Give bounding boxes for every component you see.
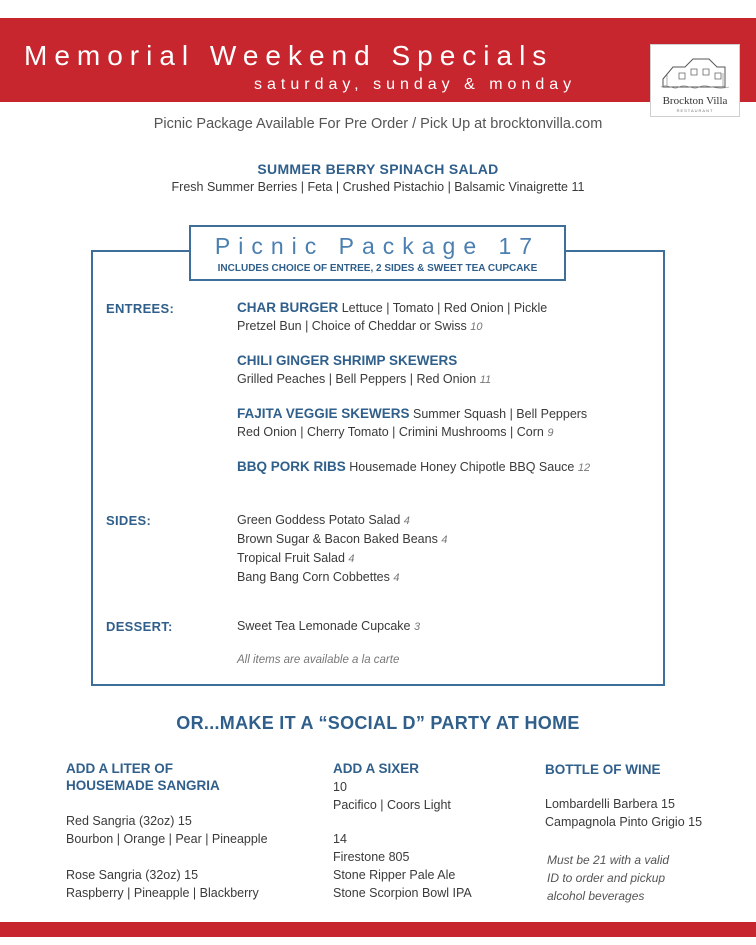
sixer-price: 14 <box>333 832 347 846</box>
sangria-desc: Raspberry | Pineapple | Blackberry <box>66 886 259 900</box>
logo-tagline: RESTAURANT <box>676 108 714 113</box>
entree-item <box>237 458 590 477</box>
sixer-item: Stone Scorpion Bowl IPA <box>333 886 472 900</box>
entree-item <box>237 299 547 336</box>
sangria-item <box>66 866 259 902</box>
header-banner <box>0 18 756 113</box>
sangria-title: ADD A LITER OF HOUSEMADE SANGRIA <box>66 761 220 793</box>
entree-price: 11 <box>479 374 492 386</box>
sangria-item <box>66 812 268 848</box>
dessert-price: 3 <box>413 621 421 633</box>
salad-description: Fresh Summer Berries | Feta | Crushed Pistachio | Balsamic Vinaigrette 11 <box>171 180 585 194</box>
footer-bar <box>0 922 756 937</box>
entree-name: CHAR BURGER <box>237 300 339 315</box>
entree-name: FAJITA VEGGIE SKEWERS <box>237 406 410 421</box>
entree-desc-line2: Grilled Peaches | Bell Peppers | Red Onion <box>237 372 477 386</box>
wine-item: Campagnola Pinto Grigio 15 <box>545 815 703 829</box>
entree-desc-line2: Pretzel Bun | Choice of Cheddar or Swiss <box>237 319 467 333</box>
side-item: Green Goddess Potato Salad 4 <box>237 513 410 527</box>
sides-label: SIDES: <box>106 513 152 528</box>
wine-title: BOTTLE OF WINE <box>545 762 661 777</box>
entree-price: 12 <box>577 462 591 474</box>
picnic-package-subtitle: INCLUDES CHOICE OF ENTREE, 2 SIDES & SWEET TEA CUPCAKE <box>217 263 538 274</box>
sangria-name: Rose Sangria (32oz) 15 <box>66 868 199 882</box>
entree-price: 9 <box>547 427 554 439</box>
a-la-carte-note: All items are available a la carte <box>237 654 400 666</box>
logo-name: Brockton Villa <box>662 95 728 107</box>
wine-item: Lombardelli Barbera 15 <box>545 797 675 811</box>
salad-title: SUMMER BERRY SPINACH SALAD <box>257 161 499 177</box>
sixer-item: Pacifico | Coors Light <box>333 798 451 812</box>
sixer-group <box>333 778 451 814</box>
dessert-name: Sweet Tea Lemonade Cupcake <box>237 619 411 633</box>
wine-list <box>545 795 702 831</box>
sangria-name: Red Sangria (32oz) 15 <box>66 814 192 828</box>
availability-note: Picnic Package Available For Pre Order / Pick Up at brocktonvilla.com <box>153 116 603 132</box>
side-item: Bang Bang Corn Cobbettes 4 <box>237 570 400 584</box>
social-d-heading: OR...MAKE IT A “SOCIAL D” PARTY AT HOME <box>176 713 580 733</box>
entree-desc-line2: Red Onion | Cherry Tomato | Crimini Mushrooms | Corn <box>237 425 544 439</box>
entree-name: CHILI GINGER SHRIMP SKEWERS <box>237 353 458 368</box>
side-item: Tropical Fruit Salad 4 <box>237 551 355 565</box>
entree-item <box>237 405 587 442</box>
dessert-item <box>237 617 420 636</box>
picnic-package-title: Picnic Package 17 <box>214 233 541 259</box>
sixer-group <box>333 830 472 902</box>
alcohol-legal-note: Must be 21 with a valid ID to order and pickup alcohol beverages <box>547 853 670 903</box>
picnic-package-header <box>189 225 566 281</box>
entree-desc-line1: Lettuce | Tomato | Red Onion | Pickle <box>341 301 548 315</box>
restaurant-logo <box>650 44 740 117</box>
sixer-item: Firestone 805 <box>333 850 410 864</box>
villa-house-icon <box>659 49 731 95</box>
sixer-price: 10 <box>333 780 347 794</box>
dessert-label: DESSERT: <box>106 619 173 634</box>
entrees-label: ENTREES: <box>106 301 175 316</box>
entree-item <box>237 352 491 389</box>
side-item: Brown Sugar & Bacon Baked Beans 4 <box>237 532 448 546</box>
sangria-desc: Bourbon | Orange | Pear | Pineapple <box>66 832 268 846</box>
entree-name: BBQ PORK RIBS <box>237 459 346 474</box>
entree-price: 10 <box>470 321 483 333</box>
sixer-item: Stone Ripper Pale Ale <box>333 868 456 882</box>
sides-list <box>237 511 447 587</box>
entree-desc-line1: Housemade Honey Chipotle BBQ Sauce <box>349 460 575 474</box>
entree-desc-line1: Summer Squash | Bell Peppers <box>413 407 588 421</box>
page-title: Memorial Weekend Specials <box>24 40 554 71</box>
page-subtitle: saturday, sunday & monday <box>254 76 577 93</box>
sixer-title: ADD A SIXER <box>333 761 420 776</box>
